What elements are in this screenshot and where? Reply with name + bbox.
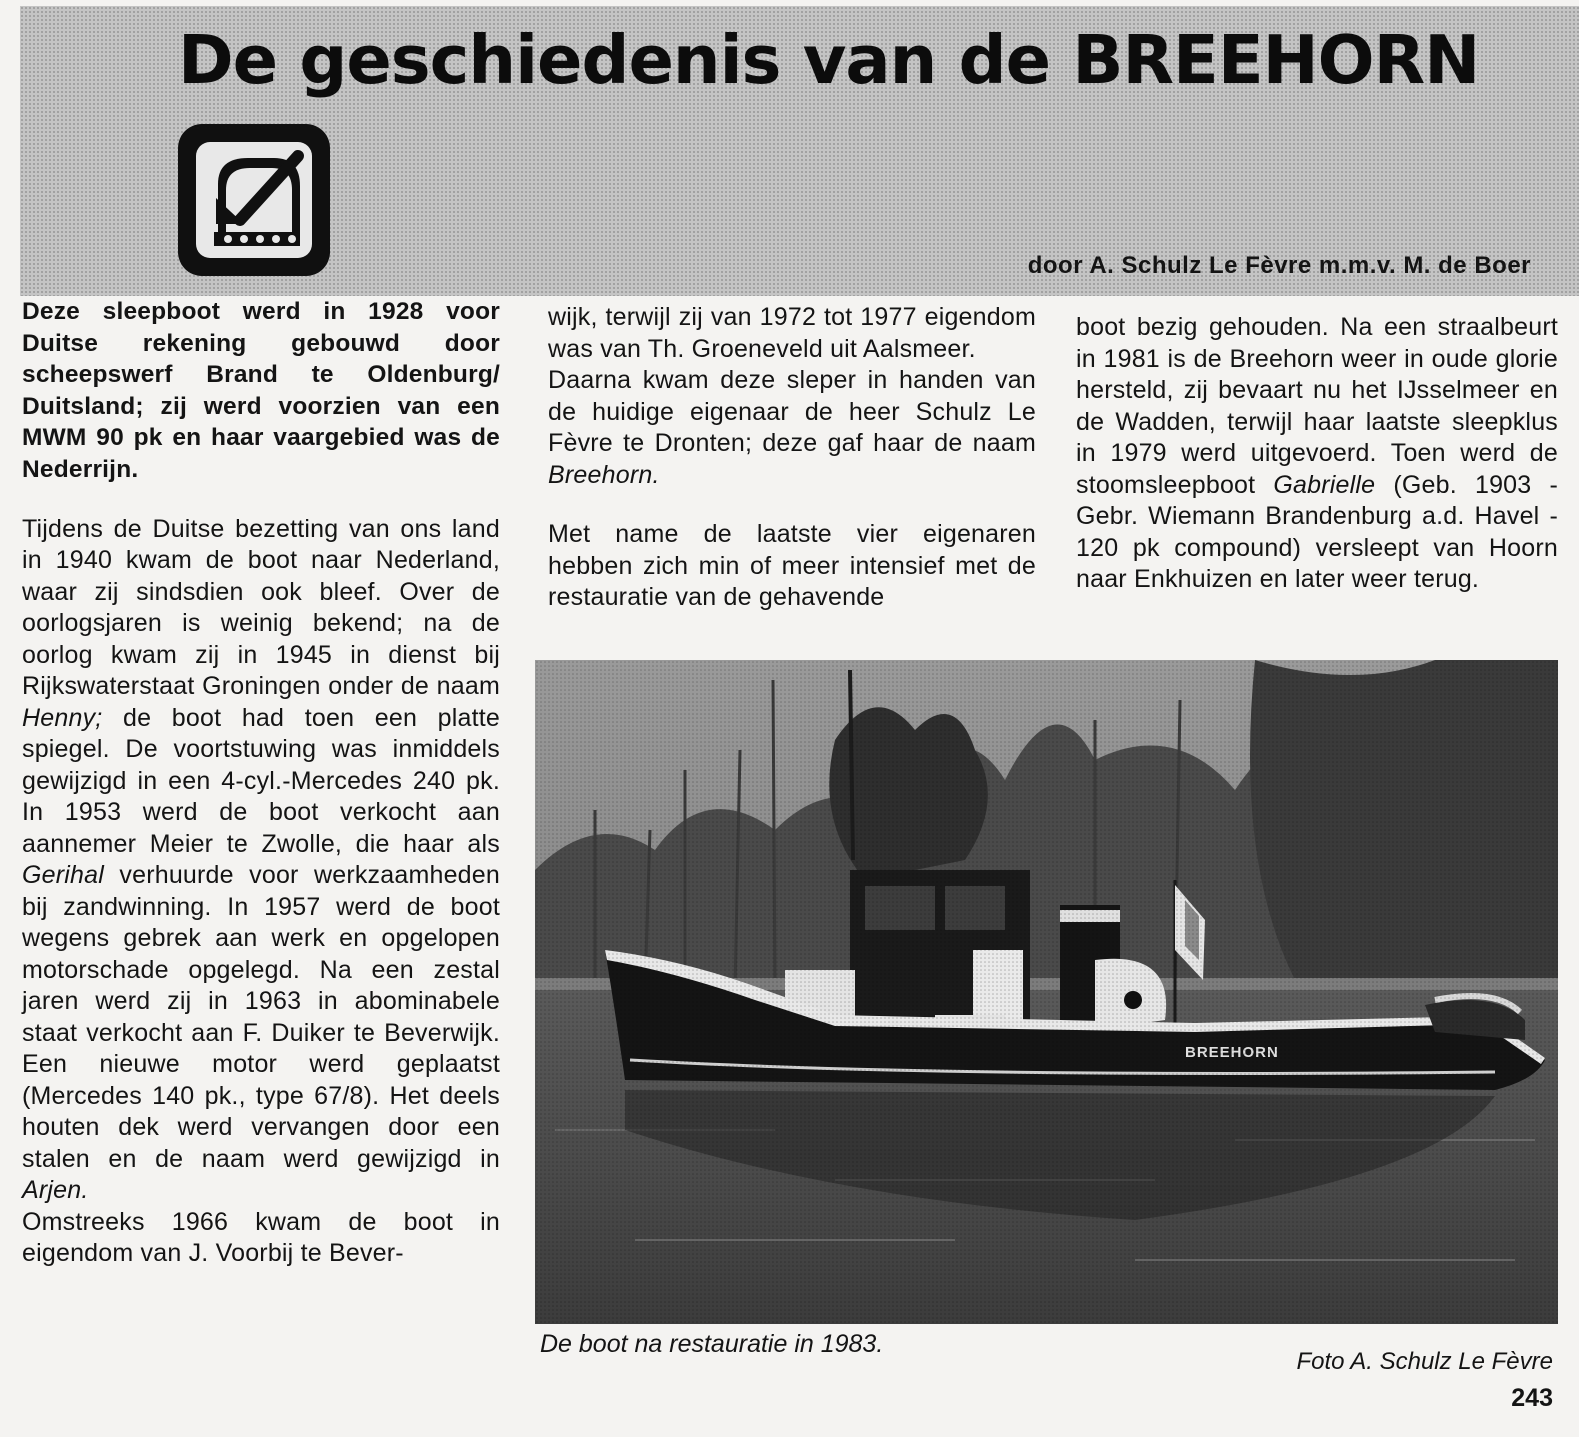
text-run: de boot had toen een platte spiegel. De voortstuwing was inmiddels gewijzigd in een 4-cyl.-Mercedes 240 pk. In 1953 werd de boot verkocht aan aannemer Meier te Zwolle, die haar als [22,703,500,858]
tugboat-winch-icon [178,124,330,276]
text-run: Tijdens de Duitse bezetting van ons land in 1940 kwam de boot naar Nederland, waar zij sindsdien ook bleef. Over de oorlogsjaren is weinig bekend; na de oorlog kwam zij in 1945 in dienst bij Rijkswaterstaat Groningen onder de naam [22,514,500,701]
ship-name: Breehorn. [548,460,660,489]
header-banner [20,6,1579,296]
column-2 [548,302,1036,614]
ship-name: Henny; [22,703,103,732]
text-run: verhuurde voor werkzaamheden bij zandwinning. In 1957 werd de boot wegens gebrek aan werk en opgelopen motorschade opgelegd. Na een zestal jaren werd zij in 1963 in abominabele staat verkocht aan F. Duiker te Beverwijk. Een nieuwe motor werd geplaatst (Mercedes 140 pk., type 67/8). Het deels houten dek werd vervangen door een stalen en de naam werd gewijzigd in [22,861,500,1173]
tugboat-photo [535,660,1558,1324]
byline: door A. Schulz Le Fèvre m.m.v. M. de Boer [1027,252,1531,279]
text-run: (Geb. 1903 - Gebr. Wiemann Brandenburg a.d. Havel - 120 pk compound) versleept van Hoorn naar Enkhuizen en later weer terug. [1076,470,1559,593]
text-run: Daarna kwam deze sleper in handen van de huidige eigenaar de heer Schulz Le Fèvre te Dronten; deze gaf haar de naam [548,366,1036,457]
photo-credit: Foto A. Schulz Le Fèvre [1296,1348,1553,1375]
paragraph: Omstreeks 1966 kwam de boot in eigendom van J. Voorbij te Bever- [22,1207,500,1268]
lead-paragraph: Deze sleepboot werd in 1928 voor Duitse rekening gebouwd door scheepswerf Brand te Oldenburg/ Duitsland; zij werd voorzien van een MWM 90 pk en haar vaargebied was de Nederrijn. [22,298,500,483]
photo-caption: De boot na restauratie in 1983. [540,1330,884,1358]
ship-name: Gerihal [22,861,104,890]
paragraph: Met name de laatste vier eigenaren hebben zich min of meer intensief met de restauratie van de gehavende [548,520,1036,611]
page-title: De geschiedenis van de BREEHORN [178,21,1480,99]
column-1 [22,296,500,1270]
paragraph: wijk, terwijl zij van 1972 tot 1977 eigendom was van Th. Groeneveld uit Aalsmeer. [548,303,1036,363]
ship-name: Gabrielle [1273,470,1376,499]
column-3 [1076,312,1558,596]
paragraph [548,365,1036,491]
ship-name: Arjen. [22,1176,89,1205]
paragraph [1076,312,1558,596]
text-run: boot bezig gehouden. Na een straalbeurt in 1981 is de Breehorn weer in oude glorie hersteld, zij bevaart nu het IJsselmeer en de Wadden, terwijl haar laatste sleepklus in 1979 werd uitgevoerd. Toen werd de stoomsleepboot [1076,313,1558,499]
page-number: 243 [1511,1384,1553,1412]
paragraph [22,514,500,1207]
